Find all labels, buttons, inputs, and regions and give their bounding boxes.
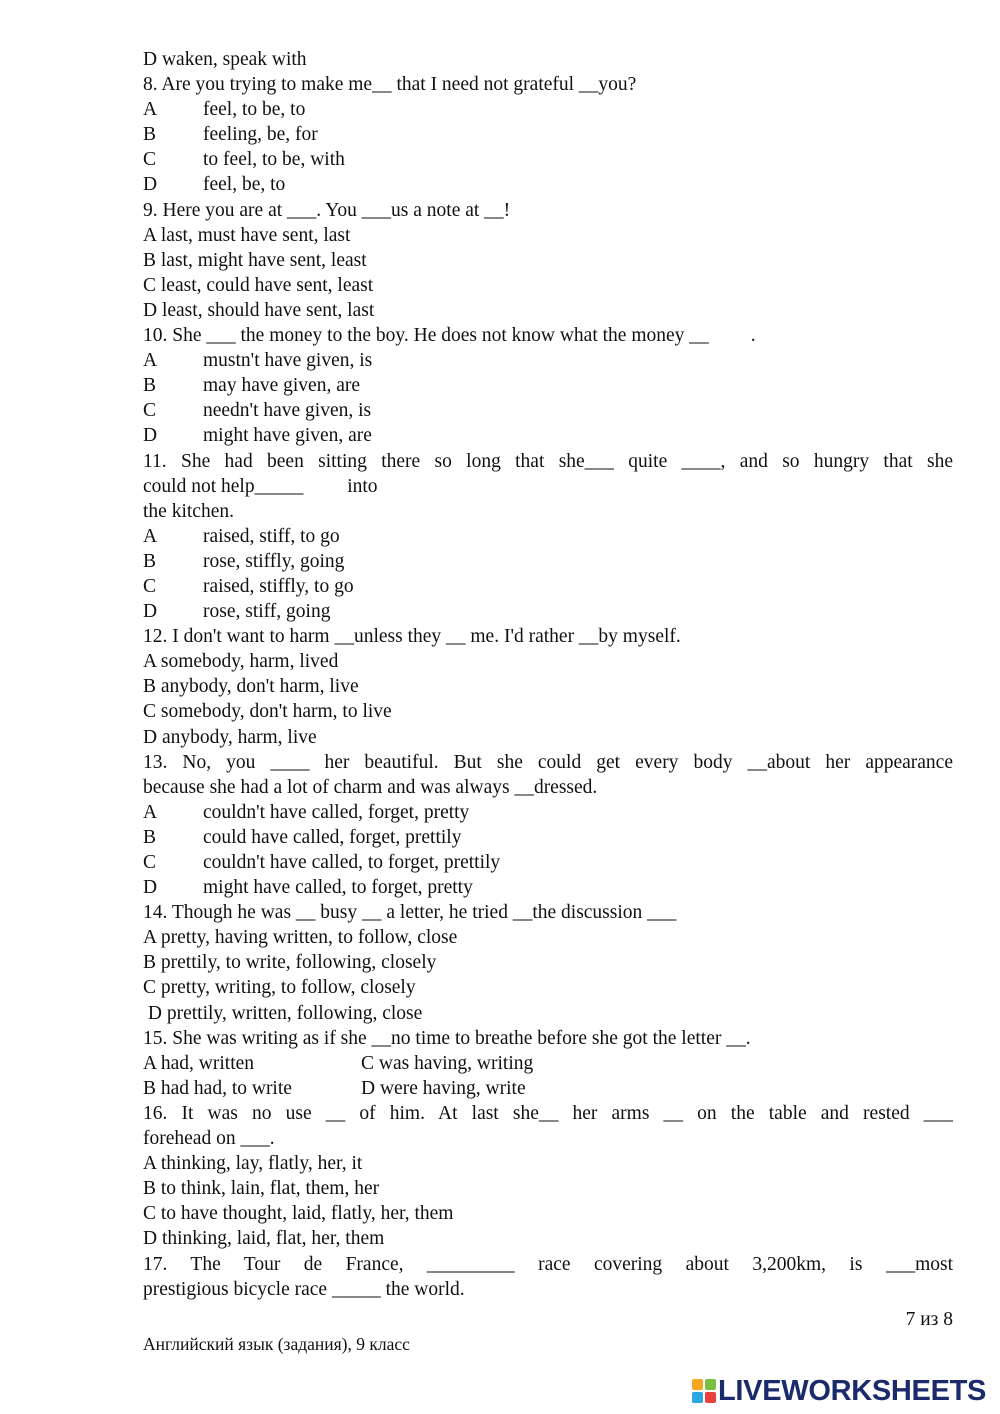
answer-option [143, 423, 953, 448]
text-line: the kitchen. [143, 500, 234, 522]
option-text: couldn't have called, to forget, prettily [203, 852, 501, 873]
answer-option [143, 875, 953, 900]
option-letter: C [143, 400, 157, 422]
answer-option [143, 147, 953, 172]
text-line: B to think, lain, flat, them, her [143, 1178, 380, 1200]
option-letter: C [143, 575, 157, 597]
text-line: 17. The Tour de France, _________ race covering about 3,200km, is ___most [143, 1253, 953, 1275]
answer-option [143, 825, 953, 850]
text-line: A last, must have sent, last [143, 224, 351, 246]
answer-option [143, 850, 953, 875]
answer-option [143, 599, 953, 624]
text-line: 13. No, you ____ her beautiful. But she could get every body __about her appearance [143, 751, 953, 773]
text-line: 14. Though he was __ busy __ a letter, he tried __the discussion ___ [143, 902, 677, 924]
answer-option [143, 122, 953, 147]
question-text: 10. She ___ the money to the boy. He does not know what the money __ [143, 325, 709, 347]
option-text: feel, to be, to [203, 99, 306, 121]
logo-icon [692, 1379, 716, 1403]
option-text: couldn't have called, forget, pretty [203, 801, 470, 823]
option-text: feel, be, to [203, 174, 286, 196]
option-letter: B [143, 124, 157, 146]
option-text: rose, stiffly, going [203, 550, 345, 572]
option-letter: B [143, 375, 157, 397]
text-line: C somebody, don't harm, to live [143, 701, 392, 723]
liveworksheets-logo[interactable] [692, 1376, 986, 1406]
question-line [143, 323, 953, 348]
footer-title: Английский язык (задания), 9 класс [143, 1334, 410, 1354]
option-letter: D [143, 425, 158, 447]
text-line: 15. She was writing as if she __no time to breathe before she got the letter __. [143, 1027, 751, 1049]
option-letter: C [143, 852, 157, 873]
text-line: B last, might have sent, least [143, 249, 367, 271]
answer-option [143, 348, 953, 373]
text-line: 12. I don't want to harm __unless they __ me. I'd rather __by myself. [143, 626, 681, 648]
text-line: A thinking, lay, flatly, her, it [143, 1153, 363, 1175]
text-line: B prettily, to write, following, closely [143, 952, 437, 974]
option-letter: D [143, 601, 158, 623]
text-line: C pretty, writing, to follow, closely [143, 977, 416, 999]
option-text: raised, stiff, to go [203, 525, 340, 547]
text-line: A pretty, having written, to follow, close [143, 927, 458, 949]
answer-option [143, 97, 953, 122]
text-line: D anybody, harm, live [143, 726, 317, 748]
text-line: prestigious bicycle race _____ the world. [143, 1278, 465, 1300]
option-letter: A [143, 525, 158, 547]
text-line: 16. It was no use __ of him. At last she__ her arms __ on the table and rested ___ [143, 1102, 953, 1124]
option-letter: D [143, 877, 158, 899]
option-text: could have called, forget, prettily [203, 826, 462, 848]
text-line: 8. Are you trying to make me__ that I need not grateful __you? [143, 74, 637, 96]
text-line: D thinking, laid, flat, her, them [143, 1228, 385, 1250]
option-text: feeling, be, for [203, 124, 318, 146]
option-letter: A [143, 99, 158, 121]
option-text: mustn't have given, is [203, 350, 373, 372]
option-letter: A [143, 350, 158, 372]
option-letter: A [143, 801, 158, 823]
text-line: C to have thought, laid, flatly, her, them [143, 1203, 454, 1225]
worksheet-body [143, 47, 953, 1302]
option-text: might have called, to forget, pretty [203, 877, 473, 899]
option-text: may have given, are [203, 375, 361, 397]
option-text: rose, stiff, going [203, 601, 331, 623]
text-line: D least, should have sent, last [143, 299, 375, 321]
text-line: C least, could have sent, least [143, 274, 374, 296]
text-line: D waken, speak with [143, 49, 307, 70]
option-text: B had had, to write [143, 1077, 292, 1099]
option-text: to feel, to be, with [203, 149, 345, 171]
option-text: needn't have given, is [203, 400, 372, 422]
text-line: D prettily, written, following, close [143, 1002, 423, 1024]
answer-option-pair [143, 1051, 953, 1076]
option-letter: B [143, 550, 157, 572]
brand-name: LIVEWORKSHEETS [718, 1375, 987, 1407]
option-text: raised, stiffly, to go [203, 575, 354, 597]
text-line: A somebody, harm, lived [143, 651, 339, 673]
text-line: because she had a lot of charm and was always __dressed. [143, 776, 598, 798]
text-line: could not help_____ into [143, 475, 378, 497]
answer-option [143, 524, 953, 549]
answer-option [143, 398, 953, 423]
option-text: might have given, are [203, 425, 372, 447]
text-line: 9. Here you are at ___. You ___us a note at __! [143, 199, 511, 221]
text-line: 11. She had been sitting there so long that she___ quite ____, and so hungry that she [143, 450, 953, 472]
answer-option-pair [143, 1076, 953, 1101]
option-letter: C [143, 149, 157, 171]
text-line: B anybody, don't harm, live [143, 676, 359, 698]
answer-option [143, 373, 953, 398]
answer-option [143, 574, 953, 599]
option-letter: D [143, 174, 158, 196]
answer-option [143, 549, 953, 574]
answer-option [143, 800, 953, 825]
option-text: D were having, write [361, 1077, 526, 1099]
option-text: C was having, writing [361, 1052, 534, 1074]
answer-option [143, 172, 953, 197]
text-line: forehead on ___. [143, 1128, 275, 1150]
option-text: A had, written [143, 1052, 255, 1074]
page-number: 7 из 8 [905, 1309, 953, 1330]
question-text: . [750, 325, 756, 347]
option-letter: B [143, 826, 157, 848]
